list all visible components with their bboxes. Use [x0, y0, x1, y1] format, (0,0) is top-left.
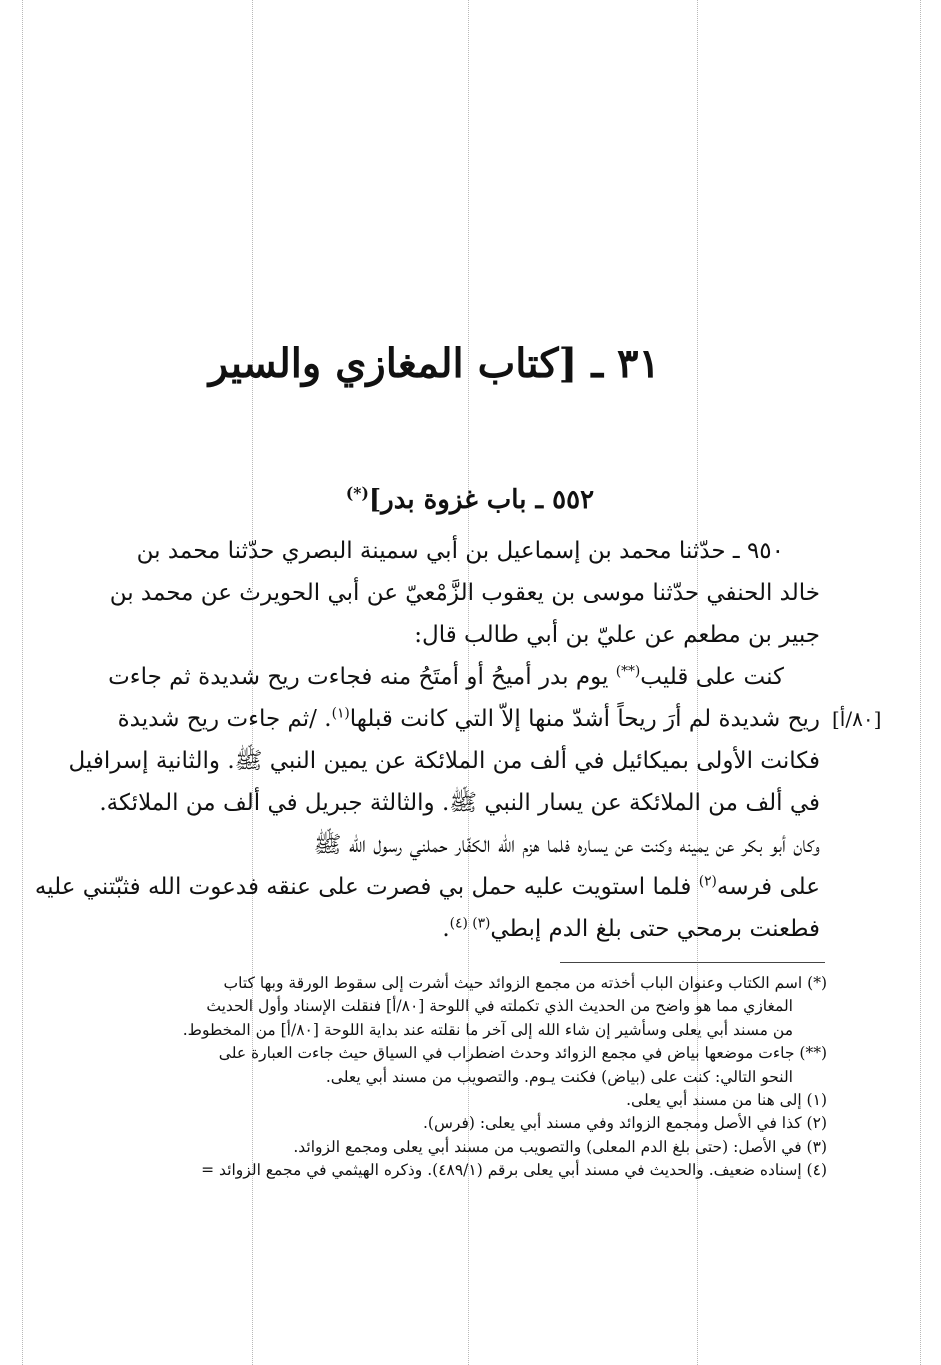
text-line: وكان أبو بكر عن يمينه وكنت عن يساره فلما هزم الله الكفّار حملني رسول الله ﷺ	[313, 832, 820, 858]
footnote-line: من مسند أبي يعلى وسأشير إن شاء الله إلى آخر ما نقلته عند بداية اللوحة [٨٠/أ] من المخطوط.	[182, 1020, 793, 1039]
text-line: فكانت الأولى بميكائيل في ألف من الملائكة عن يمين النبي ﷺ. والثانية إسرافيل	[68, 748, 820, 774]
text-segment: .	[442, 916, 450, 942]
chapter-footnote-mark: (*)	[345, 483, 369, 503]
text-line: ٩٥٠ ـ حدّثنا محمد بن إسماعيل بن أبي سمينة البصري حدّثنا محمد بن	[136, 538, 784, 564]
text-line	[85, 908, 820, 950]
footnote-line: (٢) كذا في الأصل ومجمع الزوائد وفي مسند أبي يعلى: (فرس).	[423, 1114, 827, 1133]
text-segment: على فرسه	[716, 874, 820, 900]
folio-margin-note: [٨٠/أ]	[832, 707, 882, 731]
text-segment: . /ثم جاءت ريح شديدة	[117, 706, 332, 732]
footnote-line: (١) إلى هنا من مسند أبي يعلى.	[626, 1091, 827, 1110]
book-title: ٣١ ـ [كتاب المغازي والسير	[208, 340, 660, 387]
footnote-mark: (٢)	[698, 873, 717, 890]
footnote-mark: (**)	[615, 663, 641, 680]
footnotes	[85, 972, 827, 1183]
text-segment: ريح شديدة لم أرَ ريحاً أشدّ منها إلاّ التي كانت قبلها	[349, 706, 820, 732]
dotted-guide-line	[920, 0, 921, 1365]
footnote-line: (*) اسم الكتاب وعنوان الباب أخذته من مجمع الزوائد حيث أشرت إلى سقوط الورقة وبها كتاب	[223, 974, 827, 992]
text-line: جبير بن مطعم عن عليّ بن أبي طالب قال:	[414, 622, 820, 648]
text-line	[85, 656, 820, 698]
dotted-guide-line	[22, 0, 23, 1365]
text-line	[34, 866, 820, 908]
chapter-title-text: ٥٥٢ ـ باب غزوة بدر]	[368, 485, 595, 515]
text-line	[85, 698, 820, 740]
hadith-text	[34, 530, 820, 950]
text-line: خالد الحنفي حدّثنا موسى بن يعقوب الزَّمْعيّ عن أبي الحويرث عن محمد بن	[109, 580, 820, 606]
chapter-title	[250, 485, 690, 515]
text-segment: كنت على قليب	[640, 664, 784, 690]
footnote-mark: (١)	[331, 705, 350, 722]
footnote-mark: (٣) (٤)	[449, 915, 491, 932]
footnote-line: (٤) إسناده ضعيف. والحديث في مسند أبي يعلى برقم (٤٨٩/١). وذكره الهيثمي في مجمع الزوائد =	[201, 1161, 827, 1180]
text-segment: فطعنت برمحي حتى بلغ الدم إبطي	[490, 916, 820, 942]
text-segment: يوم بدر أميحُ أو أمتَحُ منه فجاءت ريح شديدة ثم جاءت	[108, 664, 616, 690]
footnote-line: (**) جاءت موضعها بياض في مجمع الزوائد وحدث اضطراب في السياق حيث جاءت العبارة على	[218, 1044, 827, 1063]
text-line: في ألف من الملائكة عن يسار النبي ﷺ. والثالثة جبريل في ألف من الملائكة.	[99, 790, 820, 816]
footnote-separator	[560, 962, 825, 963]
footnote-line: النحو التالي: كنت على (بياض) فكنت يـوم. والتصويب من مسند أبي يعلى.	[325, 1067, 793, 1086]
text-segment: فلما استويت عليه حمل بي فصرت على عنقه فدعوت الله فثبّتني عليه	[34, 874, 699, 900]
footnote-line: المغازي مما هو واضح من الحديث الذي تكملته في اللوحة [٨٠/أ] فنقلت الإسناد وأول الحديث	[206, 997, 793, 1016]
footnote-line: (٣) في الأصل: (حتى بلغ الدم المعلى) والتصويب من مسند أبي يعلى ومجمع الزوائد.	[293, 1137, 827, 1156]
